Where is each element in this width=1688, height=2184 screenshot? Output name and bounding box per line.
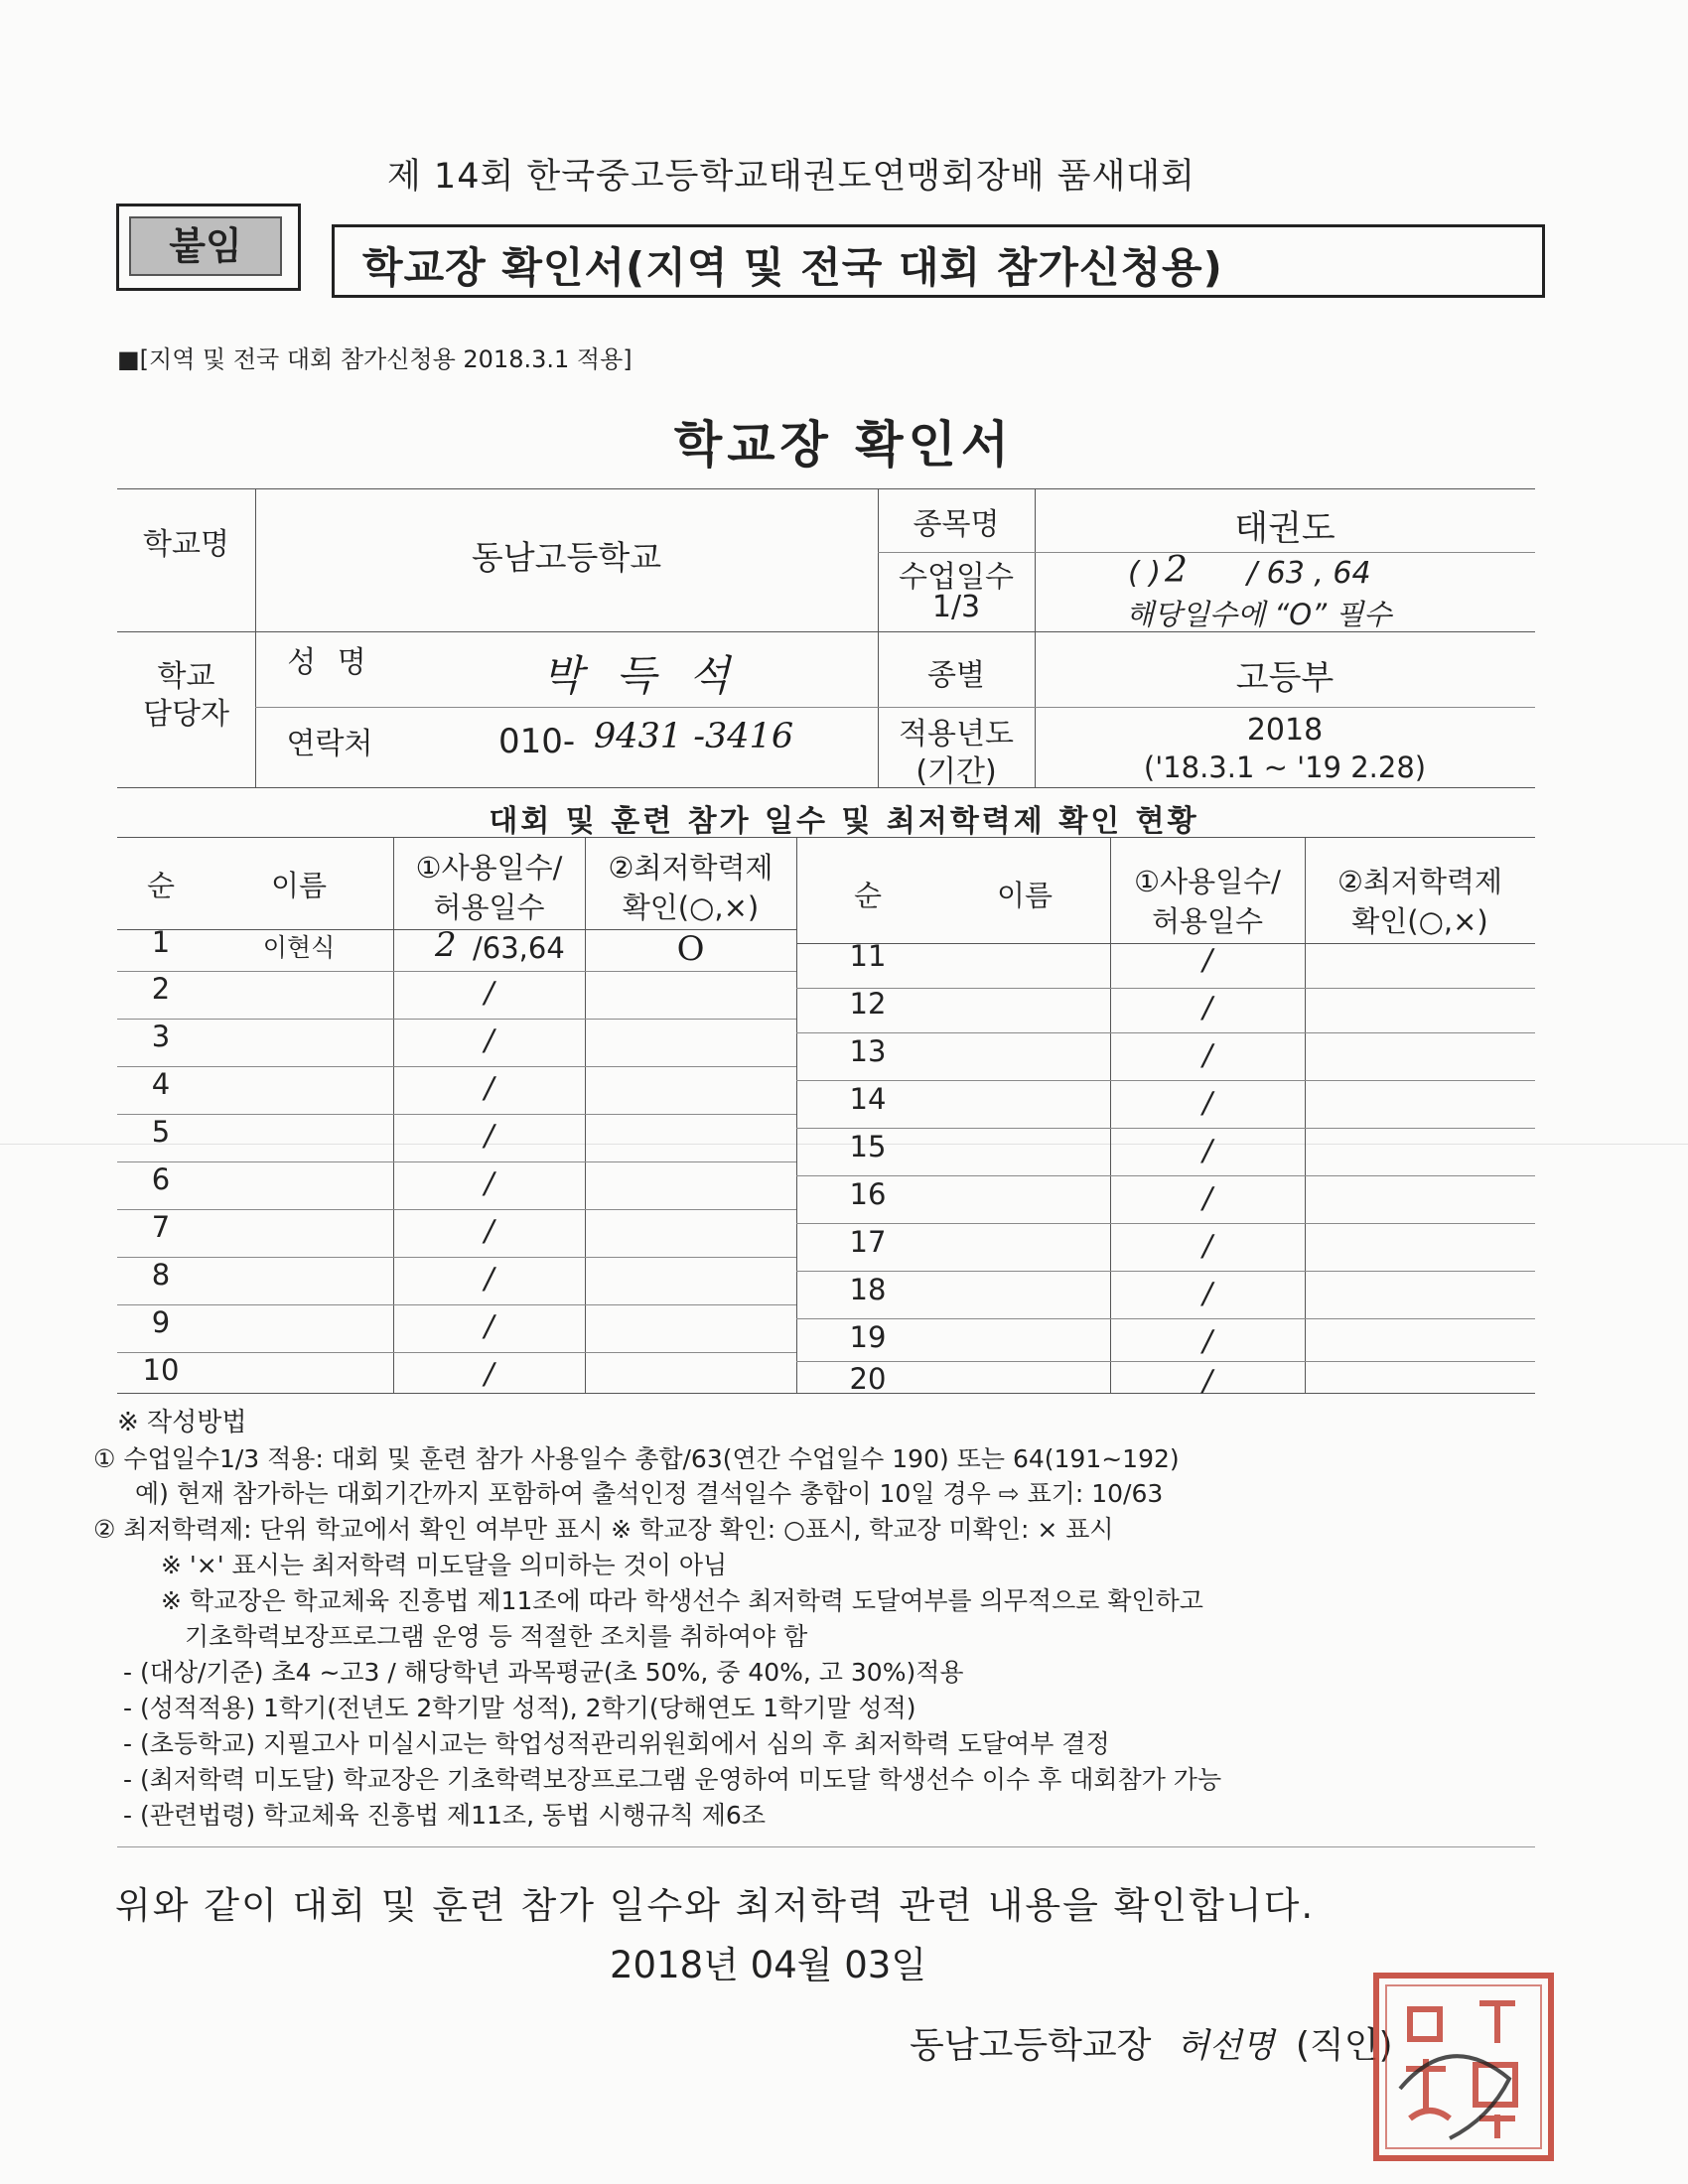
- row-no: 19: [849, 1320, 887, 1354]
- method-line: ※ 학교장은 학교체육 진흥법 제11조에 따라 학생선수 최저학력 도달여부를 의무적으로 확인하고: [161, 1586, 1203, 1615]
- row-rule: [796, 1271, 1535, 1272]
- col-min-right-2: 확인(○,×): [1351, 904, 1488, 938]
- contact-label: 연락처: [286, 727, 373, 761]
- row-rule: [796, 1032, 1535, 1033]
- row-rule: [117, 1304, 796, 1305]
- confirm-rule: [117, 1846, 1535, 1847]
- contact-value-handwritten: 9431 -3416: [594, 717, 794, 756]
- class-days-note: 해당일수에 “O” 필수: [1126, 598, 1392, 631]
- row-days: /: [484, 1071, 494, 1105]
- method-line: ① 수업일수1/3 적용: 대회 및 훈련 참가 사용일수 총합/63(연간 수업일수 190) 또는 64(191~192): [93, 1444, 1180, 1473]
- row-days: /: [484, 1024, 494, 1057]
- row-days: /63,64: [473, 931, 565, 965]
- method-title: ※ 작성방법: [117, 1408, 247, 1437]
- principal-title: 동남고등학교장: [910, 2025, 1152, 2066]
- main-title: 학교장 확인서: [673, 416, 1015, 474]
- issue-date: 2018년 04월 03일: [610, 1944, 927, 1986]
- division-value: 고등부: [1235, 658, 1335, 698]
- row-no: 13: [849, 1034, 887, 1068]
- row-no: 15: [849, 1130, 887, 1163]
- confirmation-statement: 위와 같이 대회 및 훈련 참가 일수와 최저학력 관련 내용을 확인합니다.: [115, 1884, 1316, 1927]
- row-days: /: [484, 976, 494, 1010]
- row-rule: [117, 1352, 796, 1353]
- row-days: /: [484, 1119, 494, 1153]
- row-rule: [796, 988, 1535, 989]
- row-name: 이현식: [262, 933, 336, 962]
- row-rule: [796, 1223, 1535, 1224]
- row-rule: [117, 971, 796, 972]
- row-days-handwritten: 2: [435, 925, 457, 965]
- row-rule: [796, 1361, 1535, 1362]
- principal-signature-line: [910, 2017, 1393, 2068]
- row-rule: [117, 1066, 796, 1067]
- col-no-left: 순: [146, 869, 175, 902]
- name-value-handwritten: 박 득 석: [542, 651, 740, 700]
- col-days-right-2: 허용일수: [1151, 904, 1264, 938]
- method-line: ② 최저학력제: 단위 학교에서 확인 여부만 표시 ※ 학교장 확인: ○표시, 학교장 미확인: × 표시: [93, 1515, 1114, 1544]
- row-rule: [796, 1128, 1535, 1129]
- year-label-1: 적용년도: [899, 717, 1014, 751]
- applicability-note: ■[지역 및 전국 대회 참가신청용 2018.3.1 적용]: [117, 345, 633, 373]
- class-days-rest: / 63 , 64: [1247, 556, 1371, 591]
- info-top-rule: [117, 488, 1535, 489]
- method-line: - (초등학교) 지필고사 미실시교는 학업성적관리위원회에서 심의 후 최저학력 도달여부 결정: [123, 1729, 1110, 1758]
- method-line: 예) 현재 참가하는 대회기간까지 포함하여 출석인정 결석일수 총합이 10일 경우 ⇨ 표기: 10/63: [135, 1479, 1164, 1508]
- col-no-right: 순: [853, 879, 882, 912]
- col-days-right-1: ①사용일수/: [1134, 865, 1281, 898]
- status-section-title: 대회 및 훈련 참가 일수 및 최저학력제 확인 현황: [489, 804, 1199, 839]
- status-top-rule: [117, 837, 1535, 838]
- competition-title: 제 14회 한국중고등학교태권도연맹회장배 품새대회: [387, 157, 1196, 197]
- row-days: /: [484, 1309, 494, 1343]
- official-seal-icon: [1370, 1970, 1557, 2164]
- event-value: 태권도: [1234, 509, 1336, 549]
- row-no: 18: [849, 1273, 887, 1306]
- row-no: 16: [849, 1177, 887, 1211]
- row-days: /: [484, 1166, 494, 1200]
- class-days-handwritten: 2: [1165, 550, 1188, 591]
- row-no: 20: [849, 1362, 887, 1396]
- row-rule: [796, 1318, 1535, 1319]
- manager-label-1: 학교: [157, 659, 215, 694]
- row-rule: [117, 1114, 796, 1115]
- info-sub-rule-3: [255, 707, 878, 708]
- row-rule: [117, 1257, 796, 1258]
- method-line: 기초학력보장프로그램 운영 등 적절한 조치를 취하여야 함: [185, 1622, 808, 1651]
- col-name-right: 이름: [996, 879, 1054, 912]
- row-days: /: [1202, 991, 1212, 1024]
- row-days: /: [1202, 1181, 1212, 1215]
- row-days: /: [1202, 1134, 1212, 1167]
- row-no: 11: [849, 939, 887, 973]
- method-line: ※ '×' 표시는 최저학력 미도달을 의미하는 것이 아님: [161, 1551, 728, 1579]
- school-value: 동남고등학교: [471, 538, 662, 577]
- row-days: /: [1202, 1086, 1212, 1120]
- division-label: 종별: [927, 658, 985, 693]
- col-min-left-2: 확인(○,×): [622, 890, 760, 924]
- class-days-label-1: 수업일수: [899, 560, 1014, 595]
- row-days: /: [1202, 1324, 1212, 1358]
- info-bottom-rule: [117, 787, 1535, 788]
- row-no: 8: [151, 1258, 171, 1292]
- manager-label-2: 담당자: [143, 697, 229, 732]
- name-label: 성 명: [287, 645, 372, 680]
- col-days-left-2: 허용일수: [433, 890, 545, 924]
- class-days-paren: ( ): [1128, 556, 1161, 591]
- method-line: - (최저학력 미도달) 학교장은 기초학력보장프로그램 운영하여 미도달 학생선수 이수 후 대회참가 가능: [123, 1765, 1222, 1794]
- contact-value-printed: 010-: [498, 722, 576, 761]
- row-days: /: [484, 1214, 494, 1248]
- col-days-left-1: ①사용일수/: [415, 851, 563, 885]
- row-no: 10: [142, 1353, 180, 1387]
- row-no: 3: [151, 1020, 171, 1053]
- class-days-label-2: 1/3: [931, 590, 981, 624]
- school-label: 학교명: [143, 527, 229, 562]
- row-days: /: [1202, 1229, 1212, 1263]
- info-sub-rule-2: [878, 707, 1535, 708]
- row-days: /: [1202, 1277, 1212, 1310]
- row-no: 5: [151, 1115, 171, 1149]
- col-min-right-1: ②최저학력제: [1336, 865, 1503, 898]
- col-name-left: 이름: [270, 869, 328, 902]
- principal-name-handwritten: 허선명: [1176, 2026, 1275, 2066]
- row-days: /: [1202, 1038, 1212, 1072]
- row-no: 14: [849, 1082, 887, 1116]
- row-check: O: [676, 929, 705, 969]
- attachment-label: 붙임: [129, 216, 282, 276]
- row-days: /: [484, 1262, 494, 1296]
- row-no: 9: [151, 1305, 171, 1339]
- row-days: /: [1202, 1364, 1212, 1398]
- row-days: /: [484, 1357, 494, 1391]
- row-rule: [117, 1161, 796, 1162]
- event-label: 종목명: [913, 507, 1000, 542]
- method-line: - (성적적용) 1학기(전년도 2학기말 성적), 2학기(당해연도 1학기말 성적): [123, 1694, 916, 1722]
- row-no: 4: [151, 1067, 171, 1101]
- row-no: 7: [151, 1210, 171, 1244]
- doc-type-title: 학교장 확인서(지역 및 전국 대회 참가신청용): [362, 243, 1223, 292]
- method-line: - (대상/기준) 초4 ~고3 / 해당학년 과목평균(초 50%, 중 40%, 고 30%)적용: [123, 1658, 964, 1687]
- method-line: - (관련법령) 학교체육 진흥법 제11조, 동법 시행규칙 제6조: [123, 1801, 766, 1830]
- period-value: ('18.3.1 ~ '19 2.28): [1143, 751, 1427, 784]
- row-no: 12: [849, 987, 887, 1021]
- row-rule: [117, 1209, 796, 1210]
- row-no: 2: [151, 972, 171, 1006]
- row-rule: [796, 1080, 1535, 1081]
- row-rule: [117, 1019, 796, 1020]
- year-label-2: (기간): [915, 754, 997, 789]
- row-days: /: [1202, 943, 1212, 977]
- row-no: 6: [151, 1162, 171, 1196]
- row-no: 17: [849, 1225, 887, 1259]
- seal-mark: (직인): [1295, 2025, 1393, 2066]
- year-value: 2018: [1246, 713, 1324, 748]
- attachment-badge: [116, 204, 301, 291]
- row-rule: [796, 1175, 1535, 1176]
- row-no: 1: [151, 925, 171, 959]
- col-min-left-1: ②최저학력제: [608, 851, 774, 885]
- doc-type-box: [332, 224, 1545, 298]
